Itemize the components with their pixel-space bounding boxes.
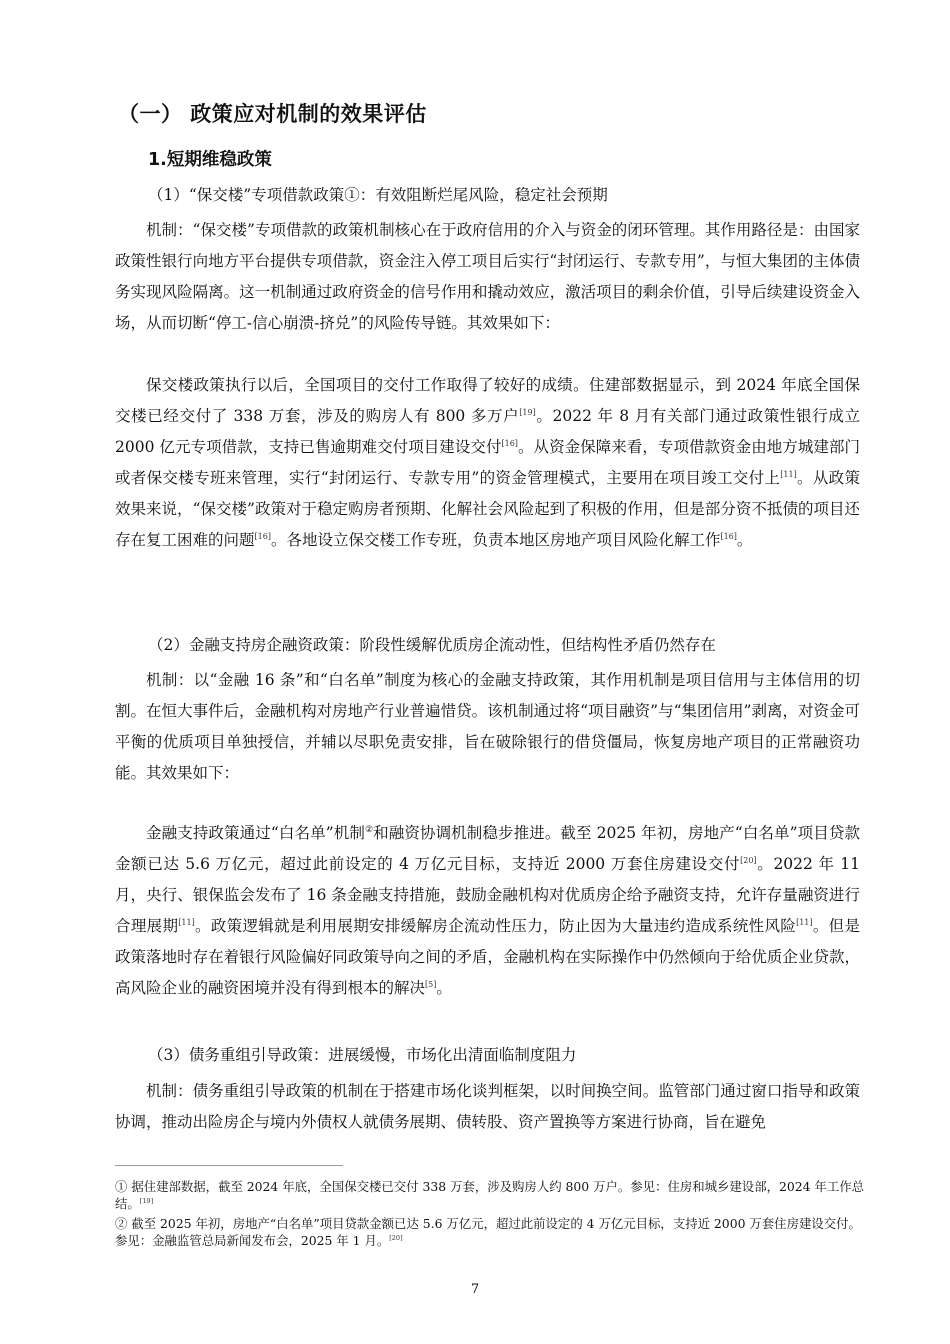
footnote-marker-2: ② [364,824,374,835]
citation-16: [16] [254,531,271,541]
item2-effect-text-6: 。 [436,978,452,997]
item2-effect-paragraph [115,818,860,1003]
subsection-title: 1.短期维稳政策 [148,150,272,170]
footnote-1-citation: [19] [139,1196,154,1205]
citation-19: [19] [519,407,536,417]
page-number: 7 [470,1282,480,1297]
citation-16: [16] [501,438,518,448]
item1-effect-text-4: 。从政策效果来说，“保交楼”政策对于稳定购房者预期、化解社会风险起到了积极的作用，但是部分资不抵债的项目还存在复工困难的问题 [115,468,860,549]
item1-effect-text-6: 。 [736,530,753,549]
citation-20: [20] [740,855,757,865]
item1-effect-paragraph [115,370,860,555]
footnote-1-text: ① 据住建部数据，截至 2024 年底，全国保交楼已交付 338 万套，涉及购房人约 800 万户。参见：住房和城乡建设部，2024 年工作总结。 [115,1179,865,1211]
item2-effect-text-4: 。政策逻辑就是利用展期安排缓解房企流动性压力，防止因为大量违约造成系统性风险 [194,916,797,935]
citation-11: [11] [780,469,797,479]
footnote-2-citation: [20] [389,1233,403,1242]
item1-effect-text-2: 。2022 年 8 月有关部门通过政策性银行成立 2000 亿元专项借款，支持已售逾期难交付项目建设交付 [115,406,860,456]
item2-effect-text-5: 。但是政策落地时存在着银行风险偏好同政策导向之间的矛盾，金融机构在实际操作中仍然倾向于给优质企业贷款，高风险企业的融资困境并没有得到根本的解决 [115,916,860,997]
footnote-2 [115,1215,865,1249]
footnote-1 [115,1178,865,1212]
item3-mechanism-paragraph: 机制：债务重组引导政策的机制在于搭建市场化谈判框架，以时间换空间。监管部门通过窗口指导和政策协调，推动出险房企与境内外债权人就债务展期、债转股、资产置换等方案进行协商，旨在避免 [115,1082,860,1131]
item1-heading: （1）“保交楼”专项借款政策①：有效阻断烂尾风险，稳定社会预期 [148,186,608,204]
citation-11: [11] [796,917,813,927]
item1-effect-text-5: 。各地设立保交楼工作专班，负责本地区房地产项目风险化解工作 [270,530,721,549]
item2-effect-text-2: 和融资协调机制稳步推进。截至 2025 年初，房地产“白名单”项目贷款金额已达 5.6 万亿元，超过此前设定的 4 万亿元目标，支持近 2000 万套住房建设交付 [115,824,860,873]
section-title: （一） 政策应对机制的效果评估 [118,102,427,126]
item2-mechanism-paragraph: 机制：以“金融 16 条”和“白名单”制度为核心的金融支持政策，其作用机制是项目信用与主体信用的切割。在恒大事件后，金融机构对房地产行业普遍惜贷。该机制通过将“项目融资”与“集团信用”剥离，对资金可平衡的优质项目单独授信，并辅以尽职免责安排，旨在破除银行的借贷僵局，恢复房地产项目的正常融资功能。其效果如下： [115,671,860,782]
item1-effect-text-1: 保交楼政策执行以后，全国项目的交付工作取得了较好的成绩。住建部数据显示，到 2024 年底全国保交楼已经交付了 338 万套，涉及的购房人有 800 多万户 [115,376,860,425]
citation-11: [11] [178,917,195,927]
item2-heading: （2）金融支持房企融资政策：阶段性缓解优质房企流动性，但结构性矛盾仍然存在 [148,636,716,654]
item3-heading: （3）债务重组引导政策：进展缓慢，市场化出清面临制度阻力 [148,1046,577,1064]
item2-effect-text-1: 金融支持政策通过“白名单”机制 [146,824,365,842]
item1-mechanism-paragraph: 机制：“保交楼”专项借款的政策机制核心在于政府信用的介入与资金的闭环管理。其作用路径是：由国家政策性银行向地方平台提供专项借款，资金注入停工项目后实行“封闭运行、专款专用”，与恒大集团的主体债务实现风险隔离。这一机制通过政府资金的信号作用和撬动效应，激活项目的剩余价值，引导后续建设资金入场，从而切断“停工-信心崩溃-挤兑”的风险传导链。其效果如下： [115,221,860,332]
citation-16: [16] [720,531,737,541]
item2-effect-text-3: 。2022 年 11 月，央行、银保监会发布了 16 条金融支持措施，鼓励金融机构对优质房企给予融资支持，允许存量融资进行合理展期 [115,854,860,935]
item1-effect-text-3: 。从资金保障来看，专项借款资金由地方城建部门或者保交楼专班来管理，实行“封闭运行、专款专用”的资金管理模式，主要用在项目竣工交付上 [115,437,860,487]
footnote-divider [115,1165,343,1166]
citation-5: [5] [425,979,437,989]
footnote-2-text: ② 截至 2025 年初，房地产“白名单”项目贷款金额已达 5.6 万亿元，超过此前设定的 4 万亿元目标，支持近 2000 万套住房建设交付。参见：金融监管总局新闻发布会，2025 年 1 月。 [115,1216,861,1248]
